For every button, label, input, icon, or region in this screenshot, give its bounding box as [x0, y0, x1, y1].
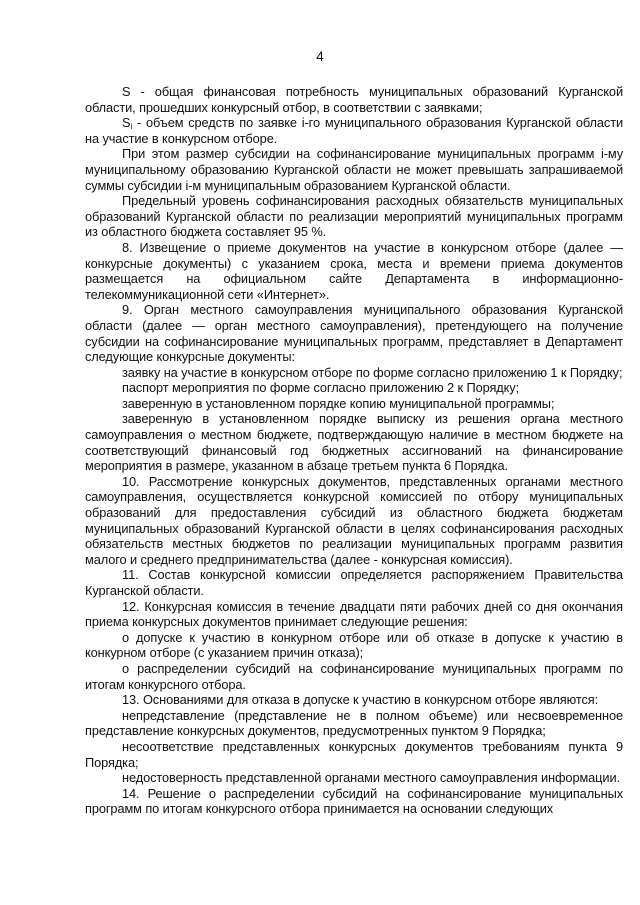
paragraph-item-9: 9. Орган местного самоуправления муниципального образования Курганской области (далее — орган местного самоуправления), претендующего на получение субсидии на софинансирование муниципальных программ, представляет в Департамент следующие конкурсные документы:: [85, 302, 623, 365]
paragraph-item-9-budget-extract: заверенную в установленном порядке выписку из решения органа местного самоуправления о местном бюджете, подтверждающую наличие в местном бюджете на соответствующий финансовый год бюджетных ассигнований на финансирование мероприятия в размере, указанном в абзаце третьем пункта 6 Порядка.: [85, 411, 623, 474]
paragraph-item-12-admission: о допуске к участию в конкурном отборе или об отказе в допуске к участию в конкурном отборе (с указанием причин отказа);: [85, 629, 623, 661]
paragraph-item-9-application: заявку на участие в конкурсном отборе по форме согласно приложению 1 к Порядку;: [122, 364, 623, 380]
paragraph-cofinancing-level: Предельный уровень софинансирования расходных обязательств муниципальных образований Курганской области по реализации мероприятий муниципальных программ из областного бюджета составляет 95 %.: [85, 193, 623, 240]
si-subscript: i: [130, 122, 133, 132]
paragraph-item-10: 10. Рассмотрение конкурсных документов, представленных органами местного самоуправления, осуществляется конкурсной комиссией по отбору муниципальных образований для предоставления субсидий из областного бюджета бюджетам муниципальных образований Курганской области в целях софинансирования расходных обязательств местных бюджетов по реализации муниципальных программ развития малого и среднего предпринимательства (далее - конкурсная комиссия).: [85, 473, 623, 567]
paragraph-item-8: 8. Извещение о приеме документов на участие в конкурсном отборе (далее — конкурсные документы) с указанием срока, места и времени приема документов размещается на официальном сайте Департамента в информационно-телекоммуникационной сети «Интернет».: [85, 239, 623, 302]
si-symbol: S: [122, 115, 131, 131]
paragraph-si-definition: [85, 115, 623, 146]
paragraph-item-13-nonsubmission: непредставление (представление не в полном объеме) или несвоевременное представление конкурсных документов, предусмотренных пунктом 9 Порядка;: [85, 707, 623, 739]
paragraph-item-11: 11. Состав конкурсной комиссии определяется распоряжением Правительства Курганской области.: [85, 567, 623, 598]
paragraph-item-14: 14. Решение о распределении субсидий на софинансирование муниципальных программ по итогам конкурсного отбора принимается на основании следующих: [85, 785, 623, 817]
paragraph-item-9-passport: паспорт мероприятия по форме согласно приложению 2 к Порядку;: [122, 380, 520, 396]
paragraph-subsidy-limit: При этом размер субсидии на софинансирование муниципальных программ i-му муниципальному образованию Курганской области не может превышать запрашиваемой суммы субсидии i-м муниципальным образованием Курганской области.: [85, 146, 623, 193]
paragraph-s-definition: S - общая финансовая потребность муниципальных образований Курганской области, прошедших конкурсный отбор, в соответствии с заявками;: [85, 84, 623, 115]
document-body: [85, 84, 623, 817]
page-number: 4: [316, 49, 324, 64]
paragraph-item-12-distribution: о распределении субсидий на софинансирование муниципальных программ по итогам конкурсного отбора.: [85, 660, 623, 692]
paragraph-item-13-inaccuracy: недостоверность представленной органами местного самоуправления информации.: [122, 770, 620, 786]
si-definition-text: - объем средств по заявке i-го муниципального образования Курганской области на участие в конкурсном отборе.: [85, 115, 623, 146]
paragraph-item-13: 13. Основаниями для отказа в допуске к участию в конкурсном отборе являются:: [122, 692, 599, 708]
paragraph-item-13-noncompliance: несоответствие представленных конкурсных документов требованиям пункта 9 Порядка;: [85, 738, 623, 770]
paragraph-item-9-program-copy: заверенную в установленном порядке копию муниципальной программы;: [122, 395, 555, 411]
paragraph-item-12: 12. Конкурсная комиссия в течение двадцати пяти рабочих дней со дня окончания приема конкурсных документов принимает следующие решения:: [85, 598, 623, 630]
